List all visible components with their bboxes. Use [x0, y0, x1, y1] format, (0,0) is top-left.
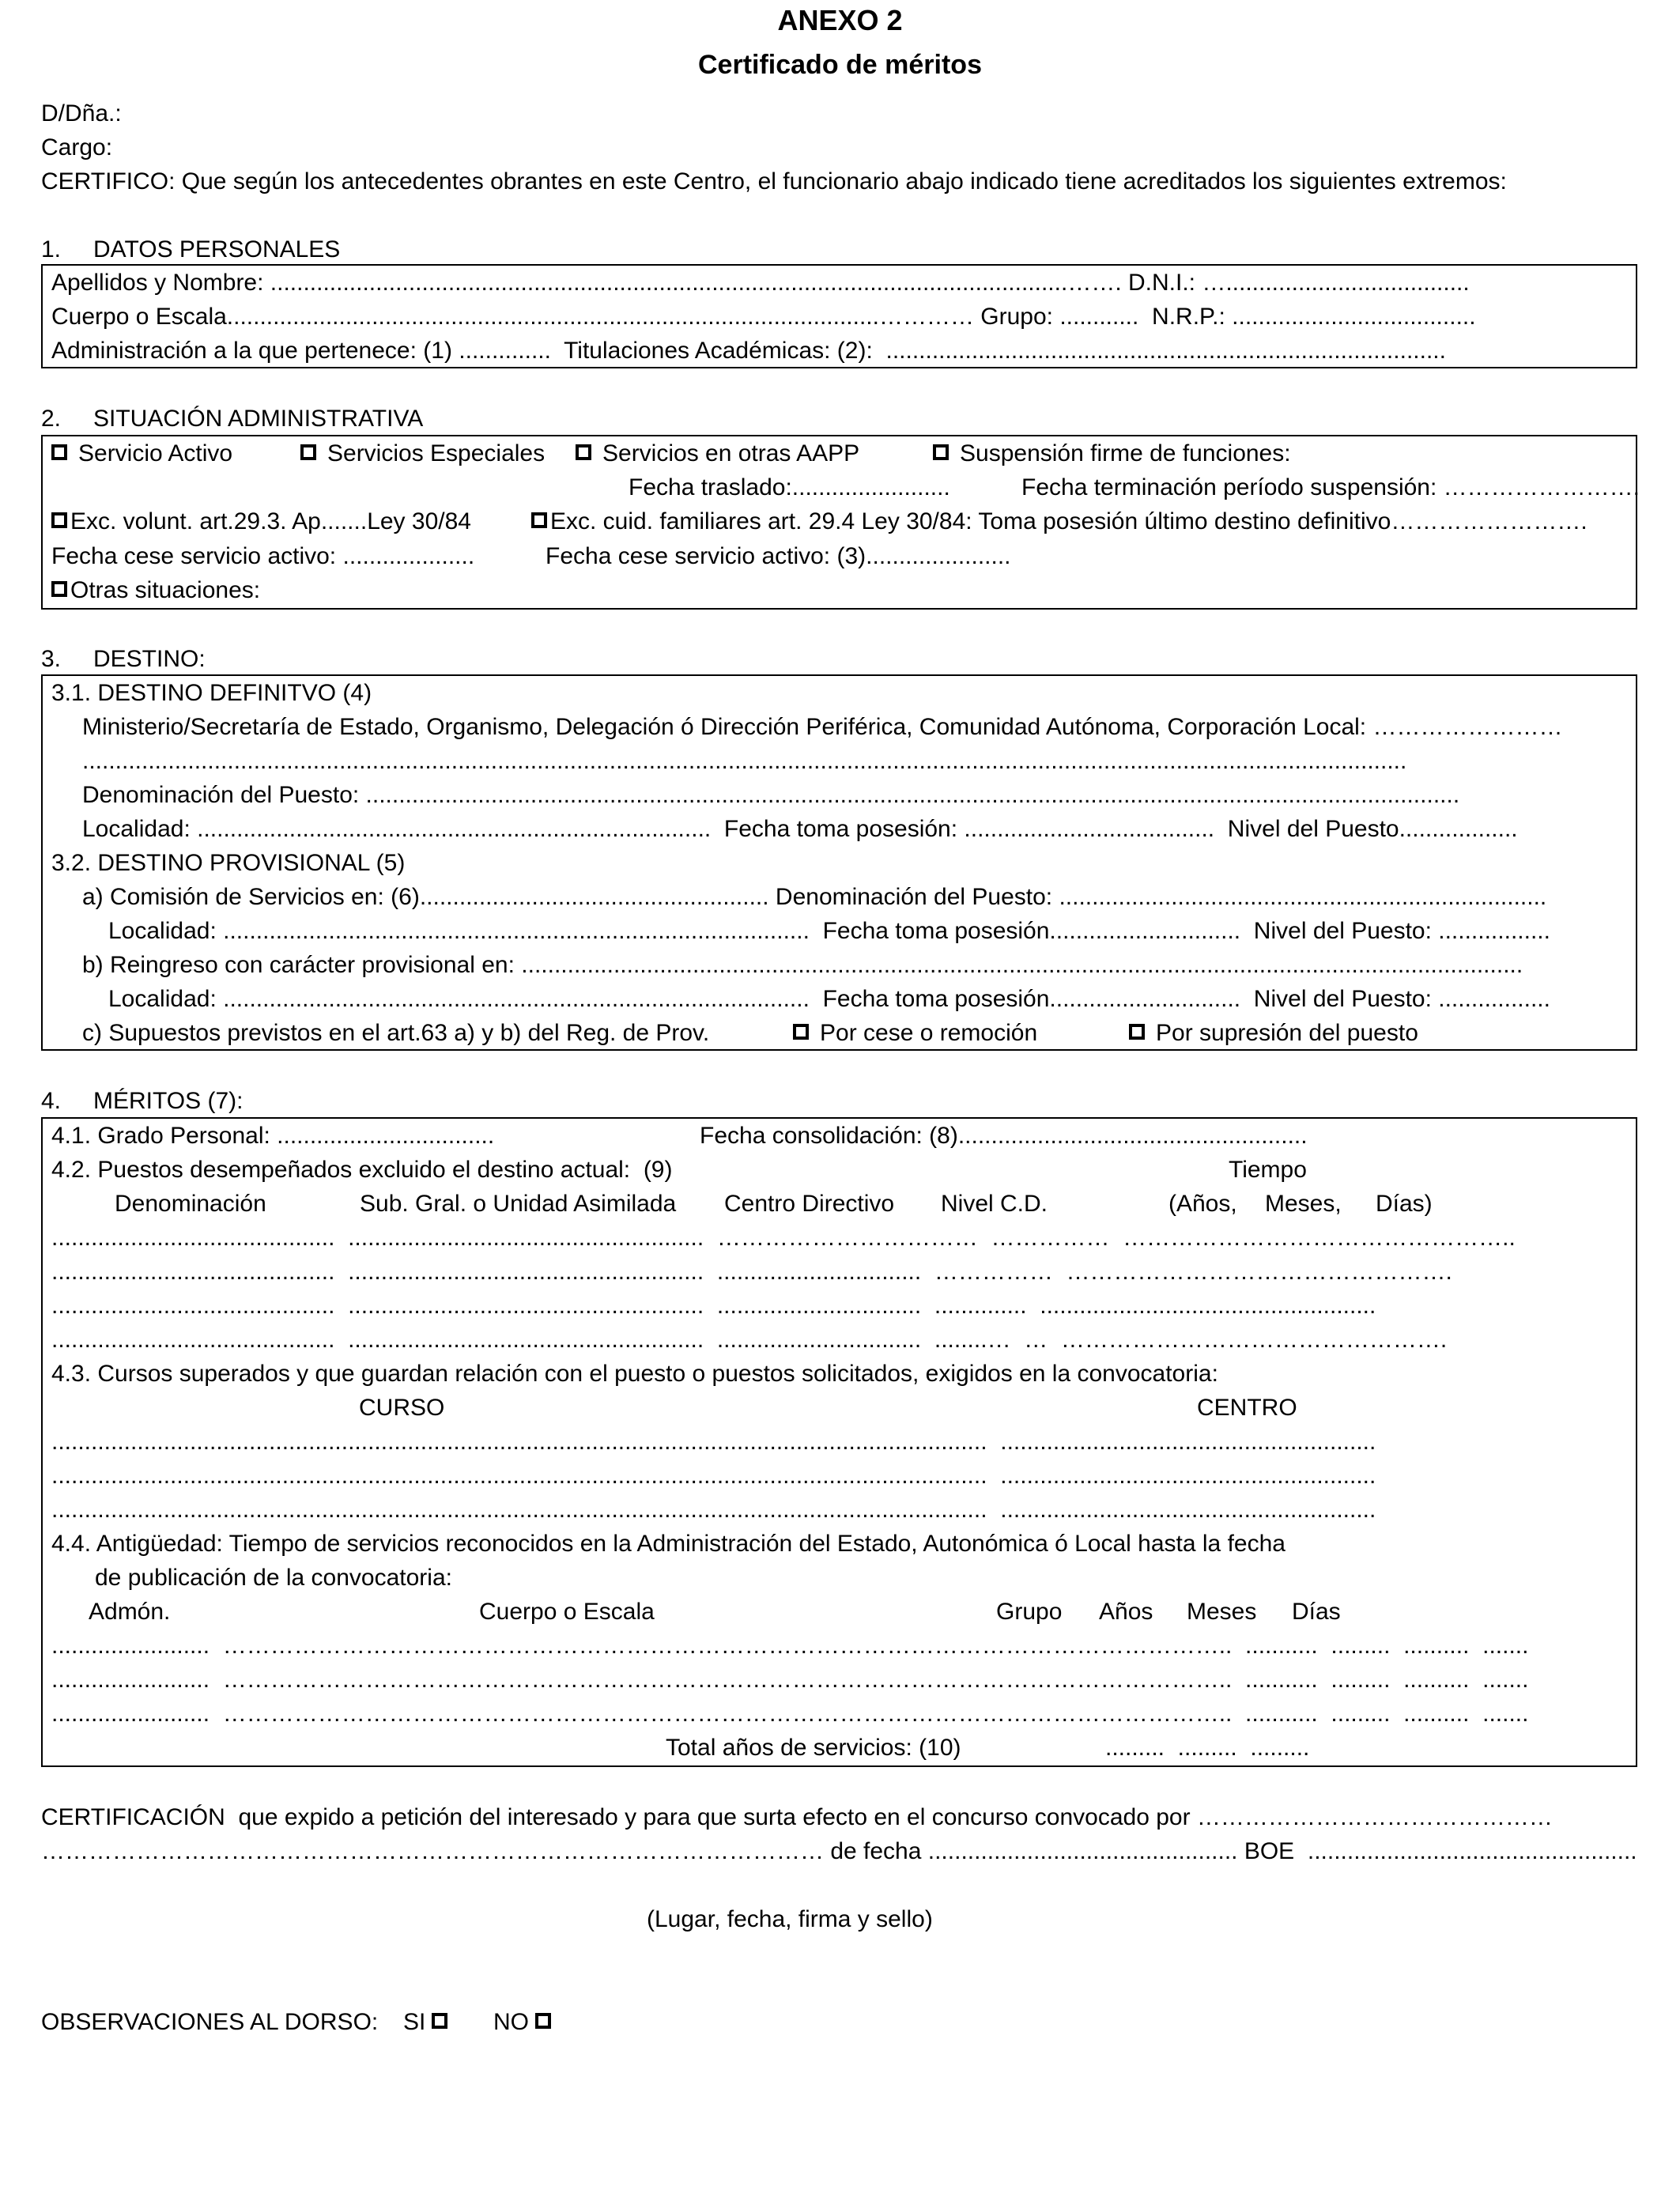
denominacion-puesto-line: Denominación del Puesto: ...................................................................................................................................................................... [82, 782, 1460, 808]
option-servicios-otras-aapp[interactable]: Servicios en otras AAPP [576, 440, 859, 468]
col-anios: (Años, [1168, 1191, 1237, 1217]
fecha-traslado: Fecha traslado:........................ [629, 474, 950, 500]
checkbox-icon[interactable] [576, 444, 591, 460]
checkbox-icon[interactable] [793, 1024, 809, 1040]
option-otras-situaciones[interactable]: Otras situaciones: [51, 576, 260, 605]
col-curso: CURSO [359, 1395, 445, 1421]
section-4-number: 4. [41, 1088, 62, 1114]
table-row: ........................................... ...................................................... …………………………… …………… ………………………………………….. [51, 1225, 1516, 1251]
option-supresion-puesto[interactable]: Por supresión del puesto [1129, 1019, 1418, 1048]
table-row: ........................................... ...................................................... ............................... .............. ................................................... [51, 1293, 1376, 1319]
total-anios-label: Total años de servicios: (10) [666, 1735, 961, 1761]
localidad-comision-line: Localidad: ......................................................................................... Fecha toma posesión............................. Nivel del Puesto: ................. [108, 918, 1550, 944]
col-nivel-cd: Nivel C.D. [941, 1191, 1048, 1217]
col-centro: CENTRO [1197, 1395, 1297, 1421]
antiguedad-heading: 4.4. Antigüedad: Tiempo de servicios reconocidos en la Administración del Estado, Autonómica ó Local hasta la fecha [51, 1531, 1285, 1557]
section-3-title: DESTINO: [93, 646, 206, 672]
grado-personal-line: 4.1. Grado Personal: ................................. [51, 1123, 495, 1149]
comision-servicios-line: a) Comisión de Servicios en: (6)..................................................... Denominación del Puesto: .......................................................................... [82, 884, 1547, 910]
option-exc-cuidado[interactable]: Exc. cuid. familiares art. 29.4 Ley 30/84: Toma posesión último destino definitivo……………………. [531, 508, 1588, 536]
col-grupo: Grupo [996, 1599, 1063, 1625]
localidad-definitivo-line: Localidad: .............................................................................. Fecha toma posesión: ...................................... Nivel del Puesto.................. [82, 816, 1518, 842]
table-row: ........................................... ...................................................... ............................... …………… …………………………………………. [51, 1259, 1452, 1285]
section-2-title: SITUACIÓN ADMINISTRATIVA [93, 406, 424, 432]
option-suspension[interactable]: Suspensión firme de funciones: [933, 440, 1291, 468]
destino-definitivo-heading: 3.1. DESTINO DEFINITVO (4) [51, 680, 372, 706]
checkbox-icon[interactable] [51, 444, 67, 460]
lugar-fecha-firma: (Lugar, fecha, firma y sello) [647, 1906, 933, 1932]
ministerio-line: Ministerio/Secretaría de Estado, Organismo, Delegación ó Dirección Periférica, Comunidad Autónoma, Corporación Local: …………………… [82, 714, 1563, 740]
option-si[interactable]: SI [403, 2008, 447, 2037]
certificacion-line: CERTIFICACIÓN que expido a petición del interesado y para que surta efecto en el concurso convocado por ……………………………………… [41, 1804, 1553, 1830]
col-denominacion: Denominación [115, 1191, 266, 1217]
fecha-terminacion: Fecha terminación período suspensión: ……………………. [1021, 474, 1640, 500]
cargo-label: Cargo: [41, 134, 113, 160]
puestos-desempenados-heading: 4.2. Puestos desempeñados excluido el destino actual: (9) [51, 1157, 673, 1183]
table-row: ........................ ……………………………………………………………………………………………………………….. ........... ......... .......... ....... [51, 1701, 1529, 1727]
table-row: ........................ ……………………………………………………………………………………………………………….. ........... ......... .......... ....... [51, 1633, 1529, 1659]
supuestos-line: c) Supuestos previstos en el art.63 a) y b) del Reg. de Prov. [82, 1020, 710, 1046]
antiguedad-heading-2: de publicación de la convocatoria: [95, 1565, 452, 1591]
table-row: .............................................................................................................................................. ......................................................... [51, 1429, 1376, 1455]
fecha-cese-2: Fecha cese servicio activo: (3)...................... [546, 543, 1011, 569]
option-servicios-especiales[interactable]: Servicios Especiales [300, 440, 545, 468]
cursos-heading: 4.3. Cursos superados y que guardan relación con el puesto o puestos solicitados, exigidos en la convocatoria: [51, 1361, 1218, 1387]
checkbox-icon[interactable] [300, 444, 316, 460]
col-dias: Días) [1376, 1191, 1433, 1217]
localidad-reingreso-line: Localidad: ......................................................................................... Fecha toma posesión............................. Nivel del Puesto: ................. [108, 986, 1550, 1012]
section-3-number: 3. [41, 646, 62, 672]
col-admon: Admón. [89, 1599, 171, 1625]
col-cuerpo-escala: Cuerpo o Escala [479, 1599, 655, 1625]
table-row: ........................ ……………………………………………………………………………………………………………….. ........... ......... .......... ....... [51, 1667, 1529, 1693]
checkbox-icon[interactable] [51, 581, 67, 597]
col-sub-gral: Sub. Gral. o Unidad Asimilada [360, 1191, 677, 1217]
section-4-title: MÉRITOS (7): [93, 1088, 244, 1114]
checkbox-icon[interactable] [531, 512, 547, 528]
checkbox-icon[interactable] [51, 512, 67, 528]
reingreso-line: b) Reingreso con carácter provisional en: ........................................................................................................................................................ [82, 952, 1523, 978]
col-centro-directivo: Centro Directivo [724, 1191, 895, 1217]
apellidos-line: Apellidos y Nombre: .........................................................................................................................……. D.N.I.: …..................................... [51, 270, 1470, 296]
table-row: ........................................... ...................................................... ............................... ........… … …………………………………………. [51, 1327, 1448, 1353]
option-cese-remocion[interactable]: Por cese o remoción [793, 1019, 1037, 1048]
section-1-title: DATOS PERSONALES [93, 236, 341, 262]
checkbox-icon[interactable] [1129, 1024, 1145, 1040]
col-meses-antig: Meses [1187, 1599, 1257, 1625]
total-anios-value: ......... ......... ......... [1105, 1735, 1310, 1761]
ministerio-line-2: ......................................................................................................................................................................................................... [82, 748, 1407, 774]
option-no[interactable]: NO [493, 2008, 551, 2037]
section-2-number: 2. [41, 406, 62, 432]
col-dias-antig: Días [1292, 1599, 1341, 1625]
checkbox-icon[interactable] [933, 444, 949, 460]
certifico-text: CERTIFICO: Que según los antecedentes obrantes en este Centro, el funcionario abajo indicado tiene acreditados los siguientes extremos: [41, 168, 1507, 194]
destino-provisional-heading: 3.2. DESTINO PROVISIONAL (5) [51, 850, 406, 876]
checkbox-icon[interactable] [535, 2013, 551, 2029]
col-anios-antig: Años [1099, 1599, 1153, 1625]
observaciones-label: OBSERVACIONES AL DORSO: [41, 2009, 379, 2035]
fecha-consolidacion-line: Fecha consolidación: (8)..................................................... [700, 1123, 1308, 1149]
administracion-line: Administración a la que pertenece: (1) .............. Titulaciones Académicas: (2): ..................................................................................... [51, 338, 1446, 364]
table-row: .............................................................................................................................................. ......................................................... [51, 1497, 1376, 1523]
dona-label: D/Dña.: [41, 100, 122, 127]
certificacion-line-2: ……………………………………………………………………………………… de fecha ............................................... BOE .................................................. [41, 1838, 1637, 1864]
section-1-number: 1. [41, 236, 62, 262]
tiempo-header: Tiempo [1229, 1157, 1307, 1183]
table-row: .............................................................................................................................................. ......................................................... [51, 1463, 1376, 1489]
checkbox-icon[interactable] [432, 2013, 447, 2029]
option-servicio-activo[interactable]: Servicio Activo [51, 440, 232, 468]
fecha-cese-1: Fecha cese servicio activo: .................... [51, 543, 475, 569]
cuerpo-line: Cuerpo o Escala...................................................................................................………… Grupo: ............ N.R.P.: ..................................... [51, 304, 1476, 330]
page-subtitle: Certificado de méritos [698, 50, 982, 80]
option-exc-voluntaria[interactable]: Exc. volunt. art.29.3. Ap.......Ley 30/84 [51, 508, 471, 536]
page-title: ANEXO 2 [777, 4, 903, 36]
col-meses: Meses, [1265, 1191, 1342, 1217]
